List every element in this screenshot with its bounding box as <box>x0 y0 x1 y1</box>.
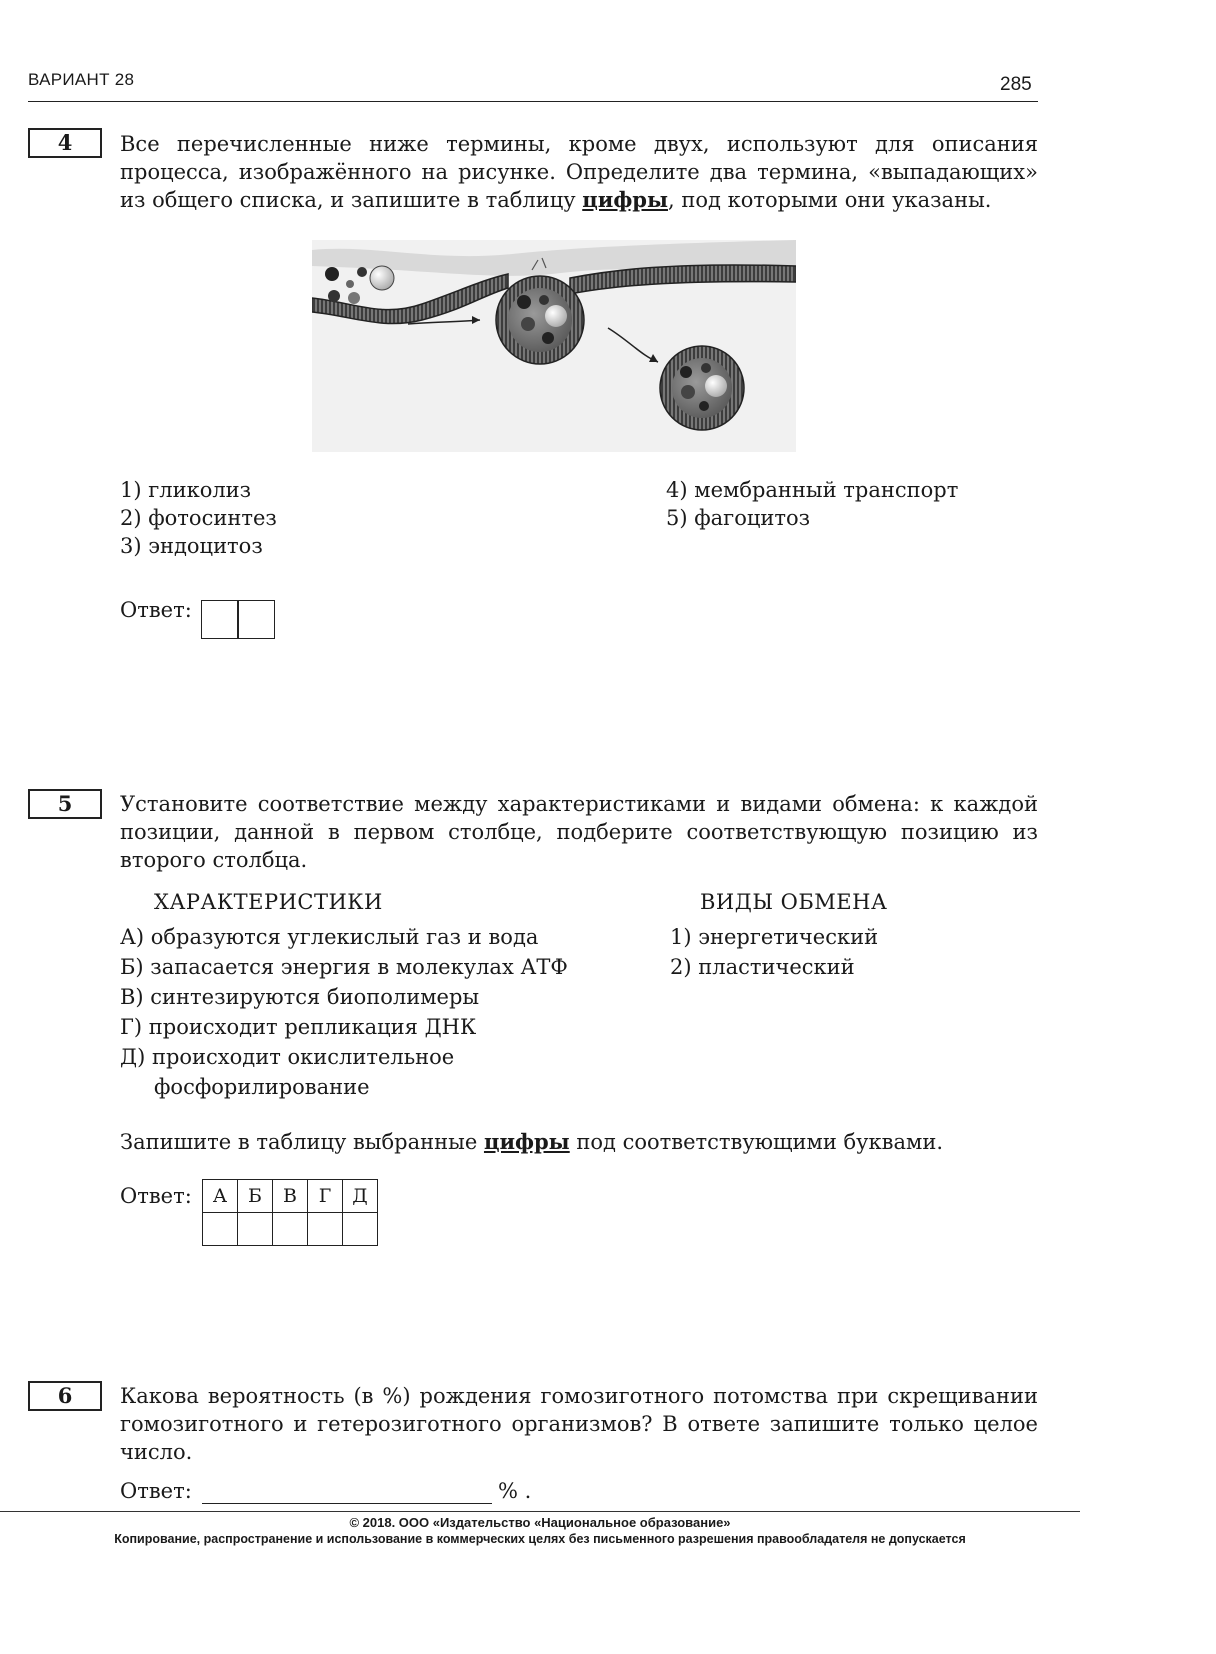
q6-number-box: 6 <box>28 1381 102 1411</box>
footer-notice: Копирование, распространение и использование в коммерческих целях без письменного разрешения правообладателя не допускается <box>114 1532 966 1546</box>
footer-rule <box>0 1511 1080 1512</box>
q5-instruction-before: Запишите в таблицу выбранные <box>120 1130 484 1154</box>
footer-copyright: © 2018. ООО «Издательство «Национальное образование» <box>349 1515 731 1530</box>
q4-options-left <box>120 476 277 560</box>
endocytosis-illustration <box>312 240 796 452</box>
q5-characteristic-d-cont: фосфорилирование <box>154 1075 370 1099</box>
q4-option-3: 3) эндоцитоз <box>120 534 263 558</box>
q5-header-v: В <box>273 1180 308 1213</box>
q5-header-a: А <box>203 1180 238 1213</box>
q6-text: Какова вероятность (в %) рождения гомозиготного потомства при скрещивании гомозиготного и гетерозиготного организмов? В ответе запишите только целое число. <box>120 1384 1038 1464</box>
q6-answer-label: Ответ: <box>120 1479 192 1503</box>
q5-characteristic-b: Б) запасается энергия в молекулах АТФ <box>120 955 568 979</box>
q6-answer-suffix: % . <box>498 1479 532 1503</box>
q5-characteristic-d: Д) происходит окислительное <box>120 1045 455 1069</box>
q4-option-5: 5) фагоцитоз <box>666 506 811 530</box>
q4-answer-cell-2[interactable] <box>238 600 275 639</box>
q5-answer-table-header <box>203 1180 378 1213</box>
q5-characteristic-g: Г) происходит репликация ДНК <box>120 1015 477 1039</box>
header-rule <box>28 101 1038 102</box>
q6-answer-line[interactable] <box>202 1503 492 1504</box>
q5-col2-heading: ВИДЫ ОБМЕНА <box>700 890 888 914</box>
q5-type-2: 2) пластический <box>670 955 855 979</box>
variant-label: ВАРИАНТ 28 <box>28 70 135 89</box>
q5-answer-cell-a[interactable] <box>203 1213 238 1246</box>
q4-answer-cell-1[interactable] <box>201 600 238 639</box>
q4-option-2: 2) фотосинтез <box>120 506 277 530</box>
q5-answer-table <box>202 1179 378 1246</box>
q4-answer-label: Ответ: <box>120 598 192 622</box>
q5-header-b: Б <box>238 1180 273 1213</box>
q5-col1-heading: ХАРАКТЕРИСТИКИ <box>154 890 383 914</box>
q5-type-1: 1) энергетический <box>670 925 879 949</box>
q5-instruction-after: под соответствующими буквами. <box>569 1130 944 1154</box>
q4-number-box: 4 <box>28 128 102 158</box>
q4-text-after: , под которыми они указаны. <box>668 188 992 212</box>
q4-option-1: 1) гликолиз <box>120 478 252 502</box>
q5-characteristic-a: А) образуются углекислый газ и вода <box>120 925 539 949</box>
q5-text: Установите соответствие между характеристиками и видами обмена: к каждой позиции, данной в первом столбце, подберите соответствующую позицию из второго столбца. <box>120 792 1038 872</box>
q4-text-emphasis: цифры <box>582 187 668 212</box>
q4-options-right <box>666 476 958 532</box>
q5-types <box>670 922 878 982</box>
q5-header-d: Д <box>343 1180 378 1213</box>
q5-answer-cell-b[interactable] <box>238 1213 273 1246</box>
q5-header-g: Г <box>308 1180 343 1213</box>
q5-answer-table-row <box>203 1213 378 1246</box>
page-number: 285 <box>1000 74 1032 95</box>
q5-answer-label: Ответ: <box>120 1184 192 1208</box>
q5-instruction <box>120 1128 943 1156</box>
q5-answer-cell-v[interactable] <box>273 1213 308 1246</box>
q5-answer-cell-g[interactable] <box>308 1213 343 1246</box>
q5-number-box: 5 <box>28 789 102 819</box>
q4-option-4: 4) мембранный транспорт <box>666 478 959 502</box>
q5-characteristic-v: В) синтезируются биополимеры <box>120 985 480 1009</box>
q5-characteristics <box>120 922 568 1102</box>
q4-text-before: Все перечисленные ниже термины, кроме двух, используют для описания процесса, изображённого на рисунке. Определите два термина, «выпадающих» из общего списка, и запишите в таблицу <box>120 132 1038 212</box>
q5-instruction-emphasis: цифры <box>483 1129 570 1154</box>
q4-text <box>120 130 1038 214</box>
q5-answer-cell-d[interactable] <box>343 1213 378 1246</box>
